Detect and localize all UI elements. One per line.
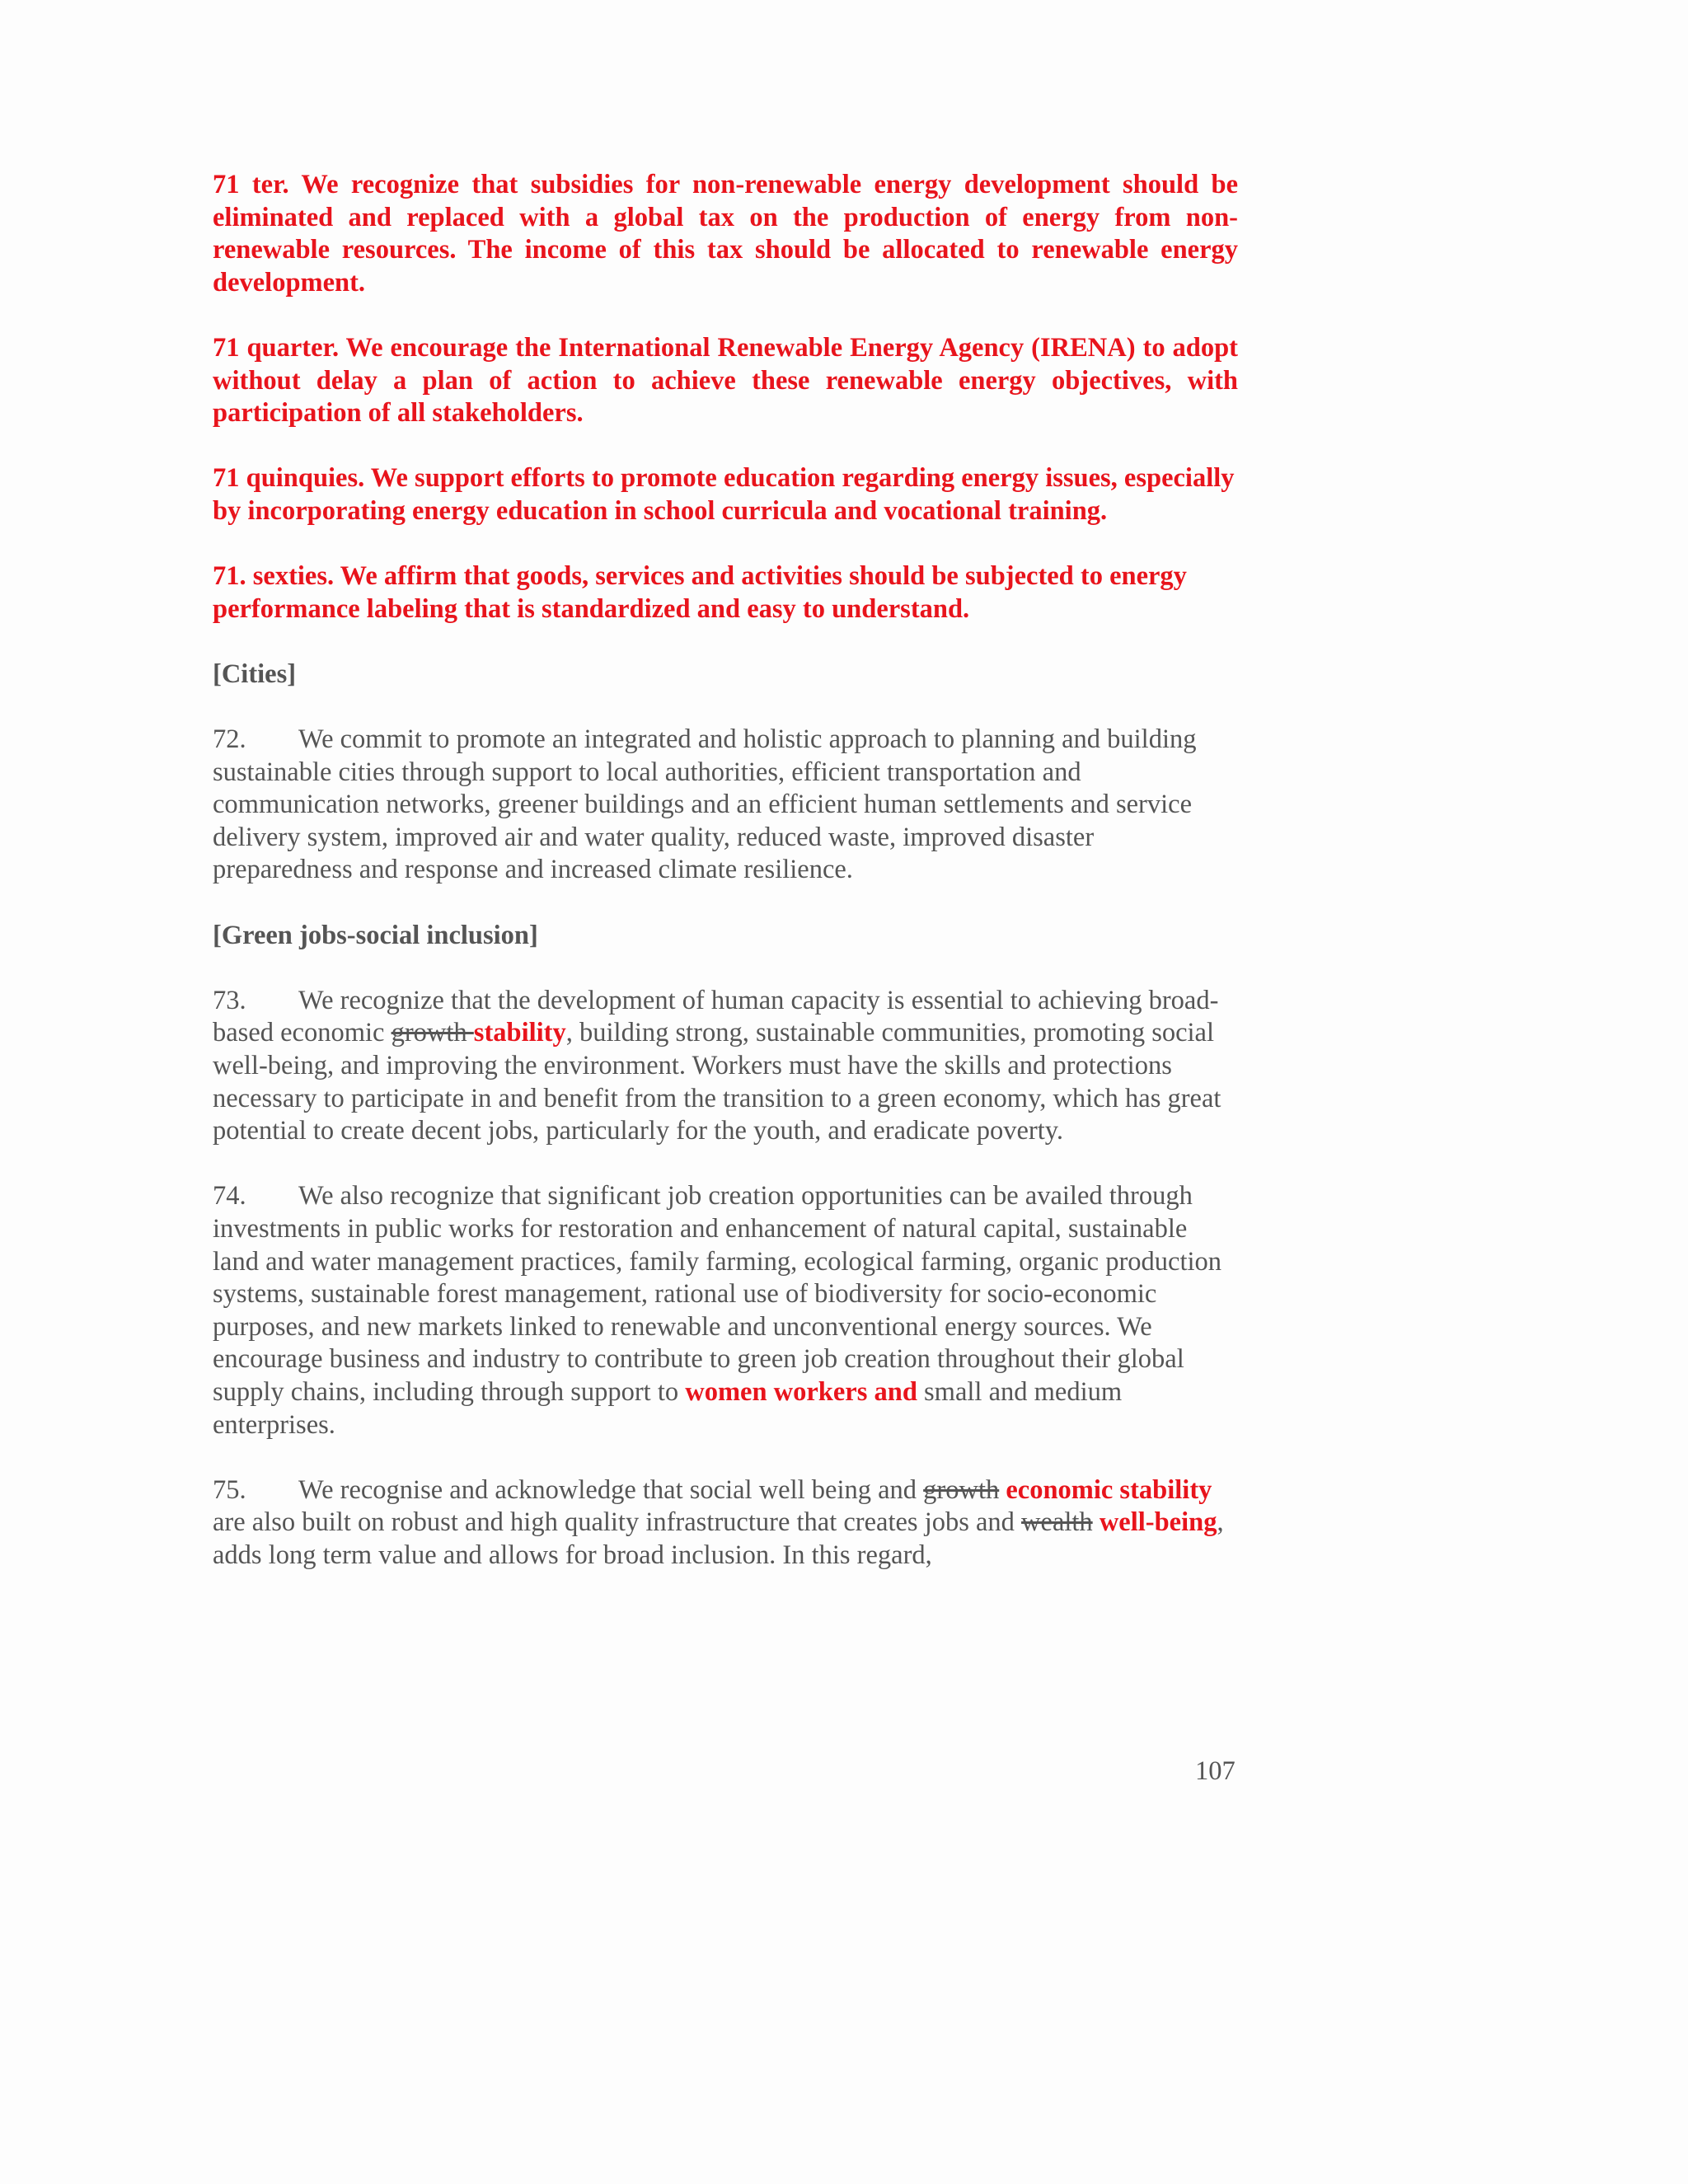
deleted-text: growth bbox=[391, 1018, 474, 1048]
paragraph-number: 74. bbox=[213, 1181, 246, 1212]
paragraph-73 bbox=[213, 985, 1238, 1148]
paragraph-75 bbox=[213, 1474, 1238, 1572]
deleted-text: wealth bbox=[1021, 1507, 1093, 1538]
paragraph-71-quinquies: 71 quinquies. We support efforts to promote education regarding energy issues, especially by incorporating energy education in school curricula and vocational training. bbox=[213, 463, 1235, 526]
inserted-text: women workers and bbox=[685, 1376, 917, 1407]
paragraph-text: We recognise and acknowledge that social well being and bbox=[298, 1474, 924, 1505]
paragraph-text: We recognize that the development of human capacity is essential to achieving broad-based economic bbox=[213, 985, 1219, 1048]
paragraph-71-ter: 71 ter. We recognize that subsidies for non-renewable energy development should be eliminated and replaced with a global tax on the production of energy from non-renewable resources. The income of this tax should be allocated to renewable energy development. bbox=[213, 170, 1238, 298]
inserted-text: economic stability bbox=[999, 1474, 1212, 1505]
paragraph-text: are also built on robust and high quality infrastructure that creates jobs and bbox=[213, 1507, 1022, 1538]
paragraph-text: We commit to promote an integrated and holistic approach to planning and building sustainable cities through support to local authorities, efficient transportation and communication networks, greener buildings and an efficient human settlements and service delivery system, improved air and water quality, reduced waste, improved disaster preparedness and response and increased climate resilience. bbox=[213, 724, 1197, 885]
document-page bbox=[213, 169, 1238, 1605]
paragraph-71-sexties: 71. sexties. We affirm that goods, services and activities should be subjected to energy performance labeling that is standardized and easy to understand. bbox=[213, 561, 1187, 624]
inserted-text: well-being bbox=[1092, 1507, 1217, 1538]
paragraph-text: , adds long term value and allows for broad inclusion. In this regard, bbox=[213, 1507, 1224, 1570]
paragraph-number: 72. bbox=[213, 724, 246, 755]
paragraph-number: 75. bbox=[213, 1474, 246, 1505]
paragraph-74 bbox=[213, 1180, 1238, 1441]
inserted-text: stability bbox=[473, 1018, 566, 1048]
page-number: 107 bbox=[1195, 1756, 1236, 1786]
deleted-text: growth bbox=[923, 1474, 1000, 1505]
paragraph-text: We also recognize that significant job creation opportunities can be availed through investments in public works for restoration and enhancement of natural capital, sustainable land and water management practices, family farming, ecological farming, organic production systems, sustainable forest management, rational use of biodiversity for socio-economic purposes, and new markets linked to renewable and unconventional energy sources. We encourage business and industry to contribute to green job creation throughout their global supply chains, including through support to bbox=[213, 1181, 1222, 1407]
paragraph-71-quarter: 71 quarter. We encourage the International Renewable Energy Agency (IRENA) to adopt without delay a plan of action to achieve these renewable energy objectives, with participation of all stakeholders. bbox=[213, 332, 1238, 429]
section-heading-cities: [Cities] bbox=[213, 658, 297, 689]
paragraph-text: , building strong, sustainable communities, promoting social well-being, and improving the environment. Workers must have the skills and protections necessary to participate in and benefit from the transition to a green economy, which has great potential to create decent jobs, particularly for the youth, and eradicate poverty. bbox=[213, 1018, 1221, 1146]
paragraph-text: small and medium enterprises. bbox=[213, 1376, 1123, 1440]
paragraph-number: 73. bbox=[213, 985, 246, 1015]
paragraph-72 bbox=[213, 724, 1238, 887]
section-heading-green-jobs: [Green jobs-social inclusion] bbox=[213, 920, 538, 950]
